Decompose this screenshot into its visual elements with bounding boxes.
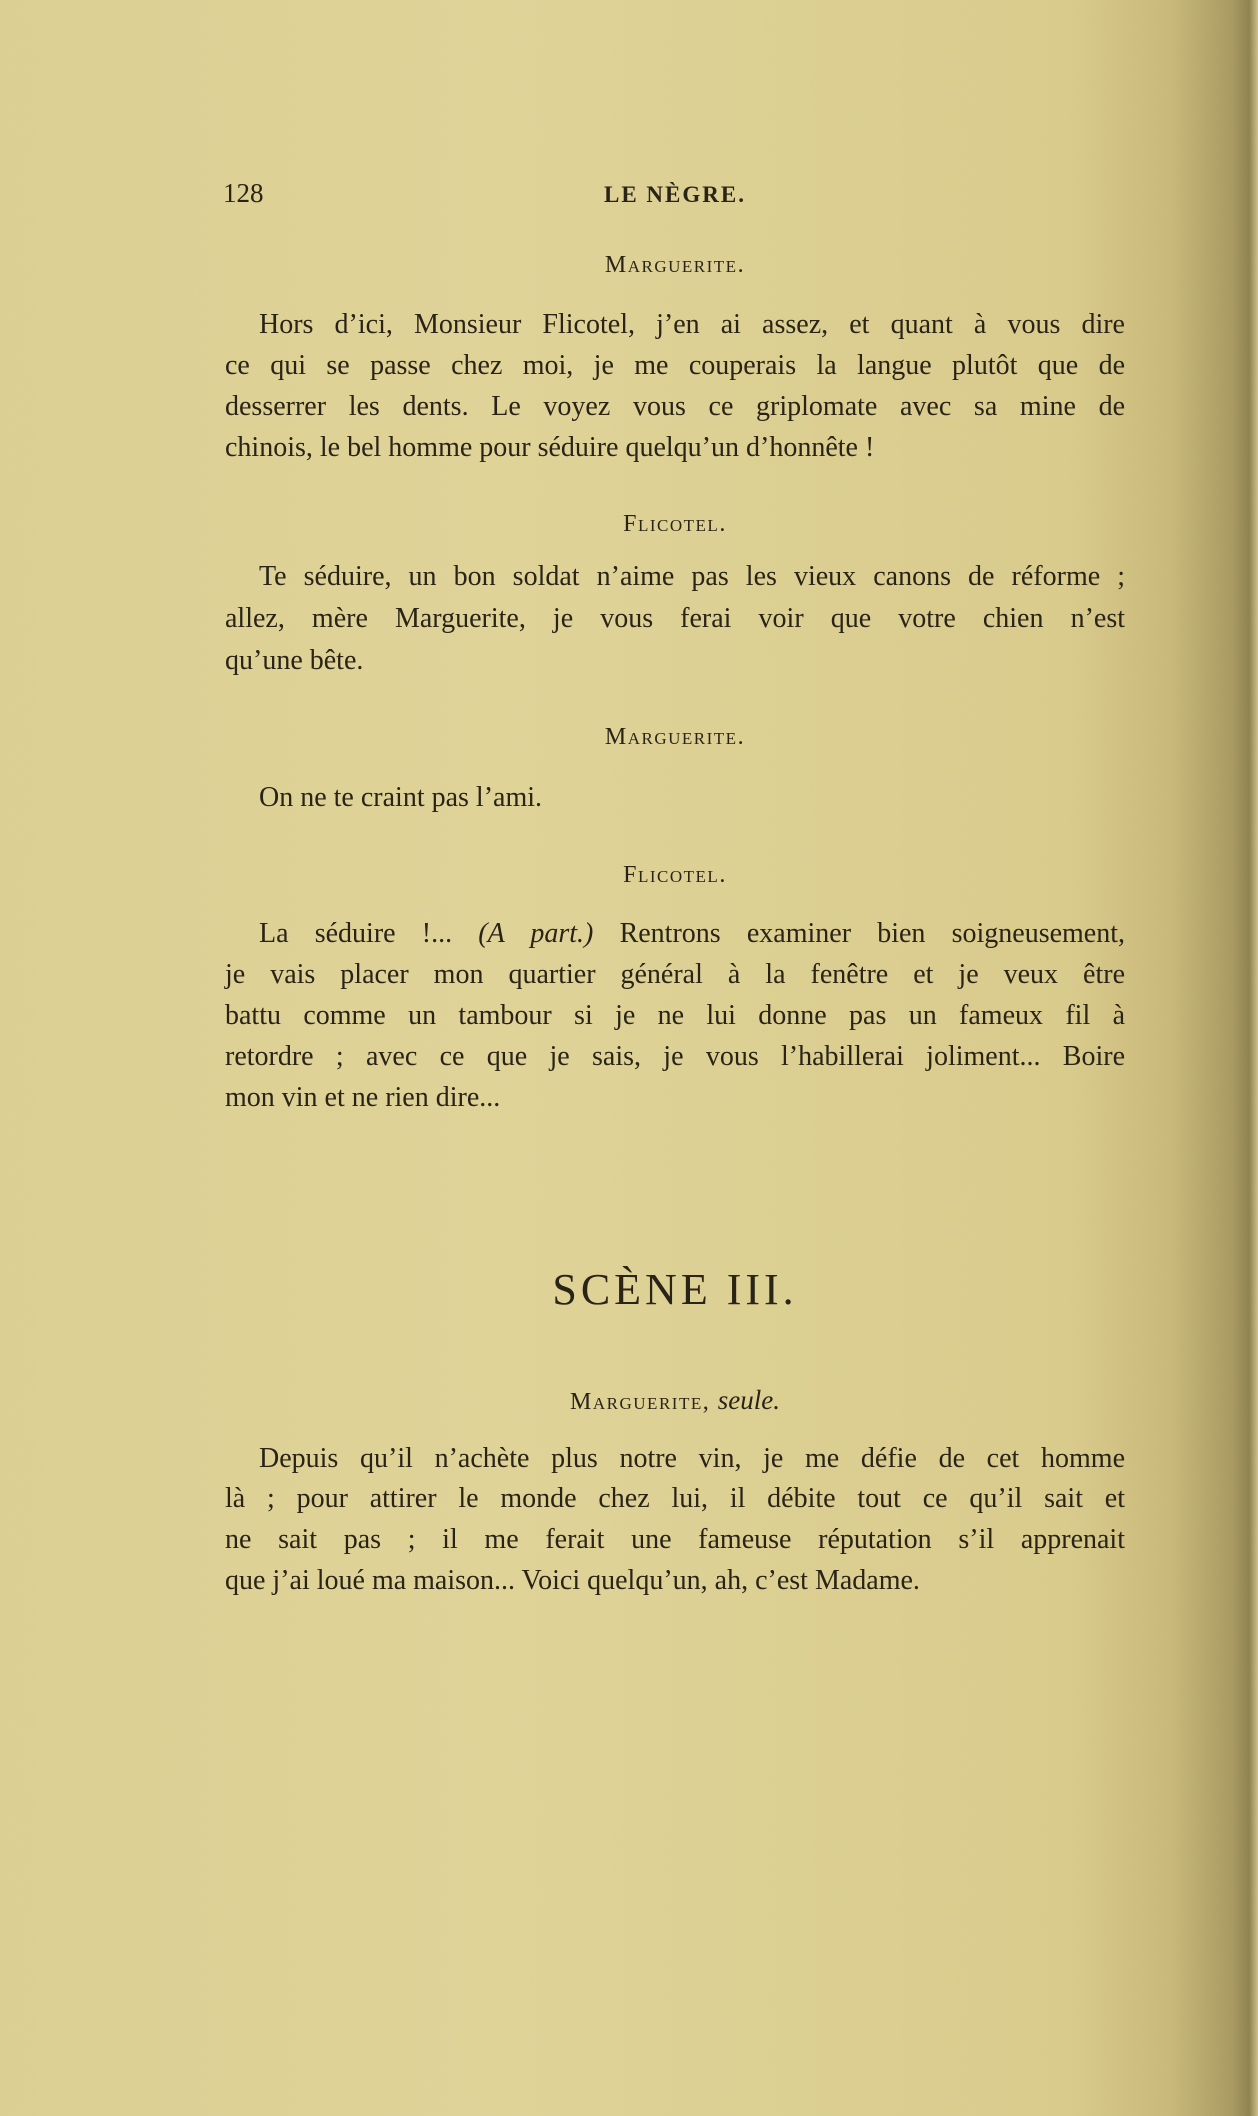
speaker-heading xyxy=(225,1385,1125,1416)
text-line: chinois, le bel homme pour séduire quelqu’un d’honnête ! xyxy=(225,432,875,463)
speaker-note: seule. xyxy=(717,1385,780,1415)
text-line: qu’une bête. xyxy=(225,645,364,676)
text-line: allez, mère Marguerite, je vous ferai voir que votre chien n’est xyxy=(225,603,1125,634)
text-line: que j’ai loué ma maison... Voici quelqu’un, ah, c’est Madame. xyxy=(225,1565,920,1596)
text-line: ce qui se passe chez moi, je me couperais la langue plutôt que de xyxy=(225,350,1125,381)
text-line: Hors d’ici, Monsieur Flicotel, j’en ai assez, et quant à vous dire xyxy=(259,309,1125,340)
text-line: là ; pour attirer le monde chez lui, il débite tout ce qu’il sait et xyxy=(225,1483,1125,1514)
text-line: desserrer les dents. Le voyez vous ce griplomate avec sa mine de xyxy=(225,391,1125,422)
stage-direction: (A part.) xyxy=(478,918,594,949)
text-line: battu comme un tambour si je ne lui donne pas un fameux fil à xyxy=(225,1000,1125,1031)
text-line: Te séduire, un bon soldat n’aime pas les vieux canons de réforme ; xyxy=(259,561,1125,592)
text-line: On ne te craint pas l’ami. xyxy=(259,782,543,813)
speaker-heading: Flicotel. xyxy=(623,511,727,537)
text-line xyxy=(259,913,1125,954)
speaker-heading: Marguerite. xyxy=(604,252,746,278)
text-line: mon vin et ne rien dire... xyxy=(225,1082,501,1113)
speaker-name: Marguerite, xyxy=(570,1389,711,1415)
page-number: 128 xyxy=(223,178,264,208)
text-segment: La séduire !... xyxy=(259,918,453,949)
text-segment: Rentrons examiner bien soigneusement, xyxy=(619,918,1126,949)
text-line: ne sait pas ; il me ferait une fameuse réputation s’il apprenait xyxy=(225,1524,1125,1555)
speaker-heading: Flicotel. xyxy=(623,862,727,888)
text-line: je vais placer mon quartier général à la fenêtre et je veux être xyxy=(225,959,1125,990)
running-title: LE NÈGRE. xyxy=(604,182,746,207)
text-line: retordre ; avec ce que je sais, je vous l’habillerai joliment... Boire xyxy=(225,1041,1125,1072)
text-line: Depuis qu’il n’achète plus notre vin, je me défie de cet homme xyxy=(259,1443,1125,1474)
scene-title: SCÈNE III. xyxy=(552,1265,798,1314)
speaker-heading: Marguerite. xyxy=(604,724,746,750)
